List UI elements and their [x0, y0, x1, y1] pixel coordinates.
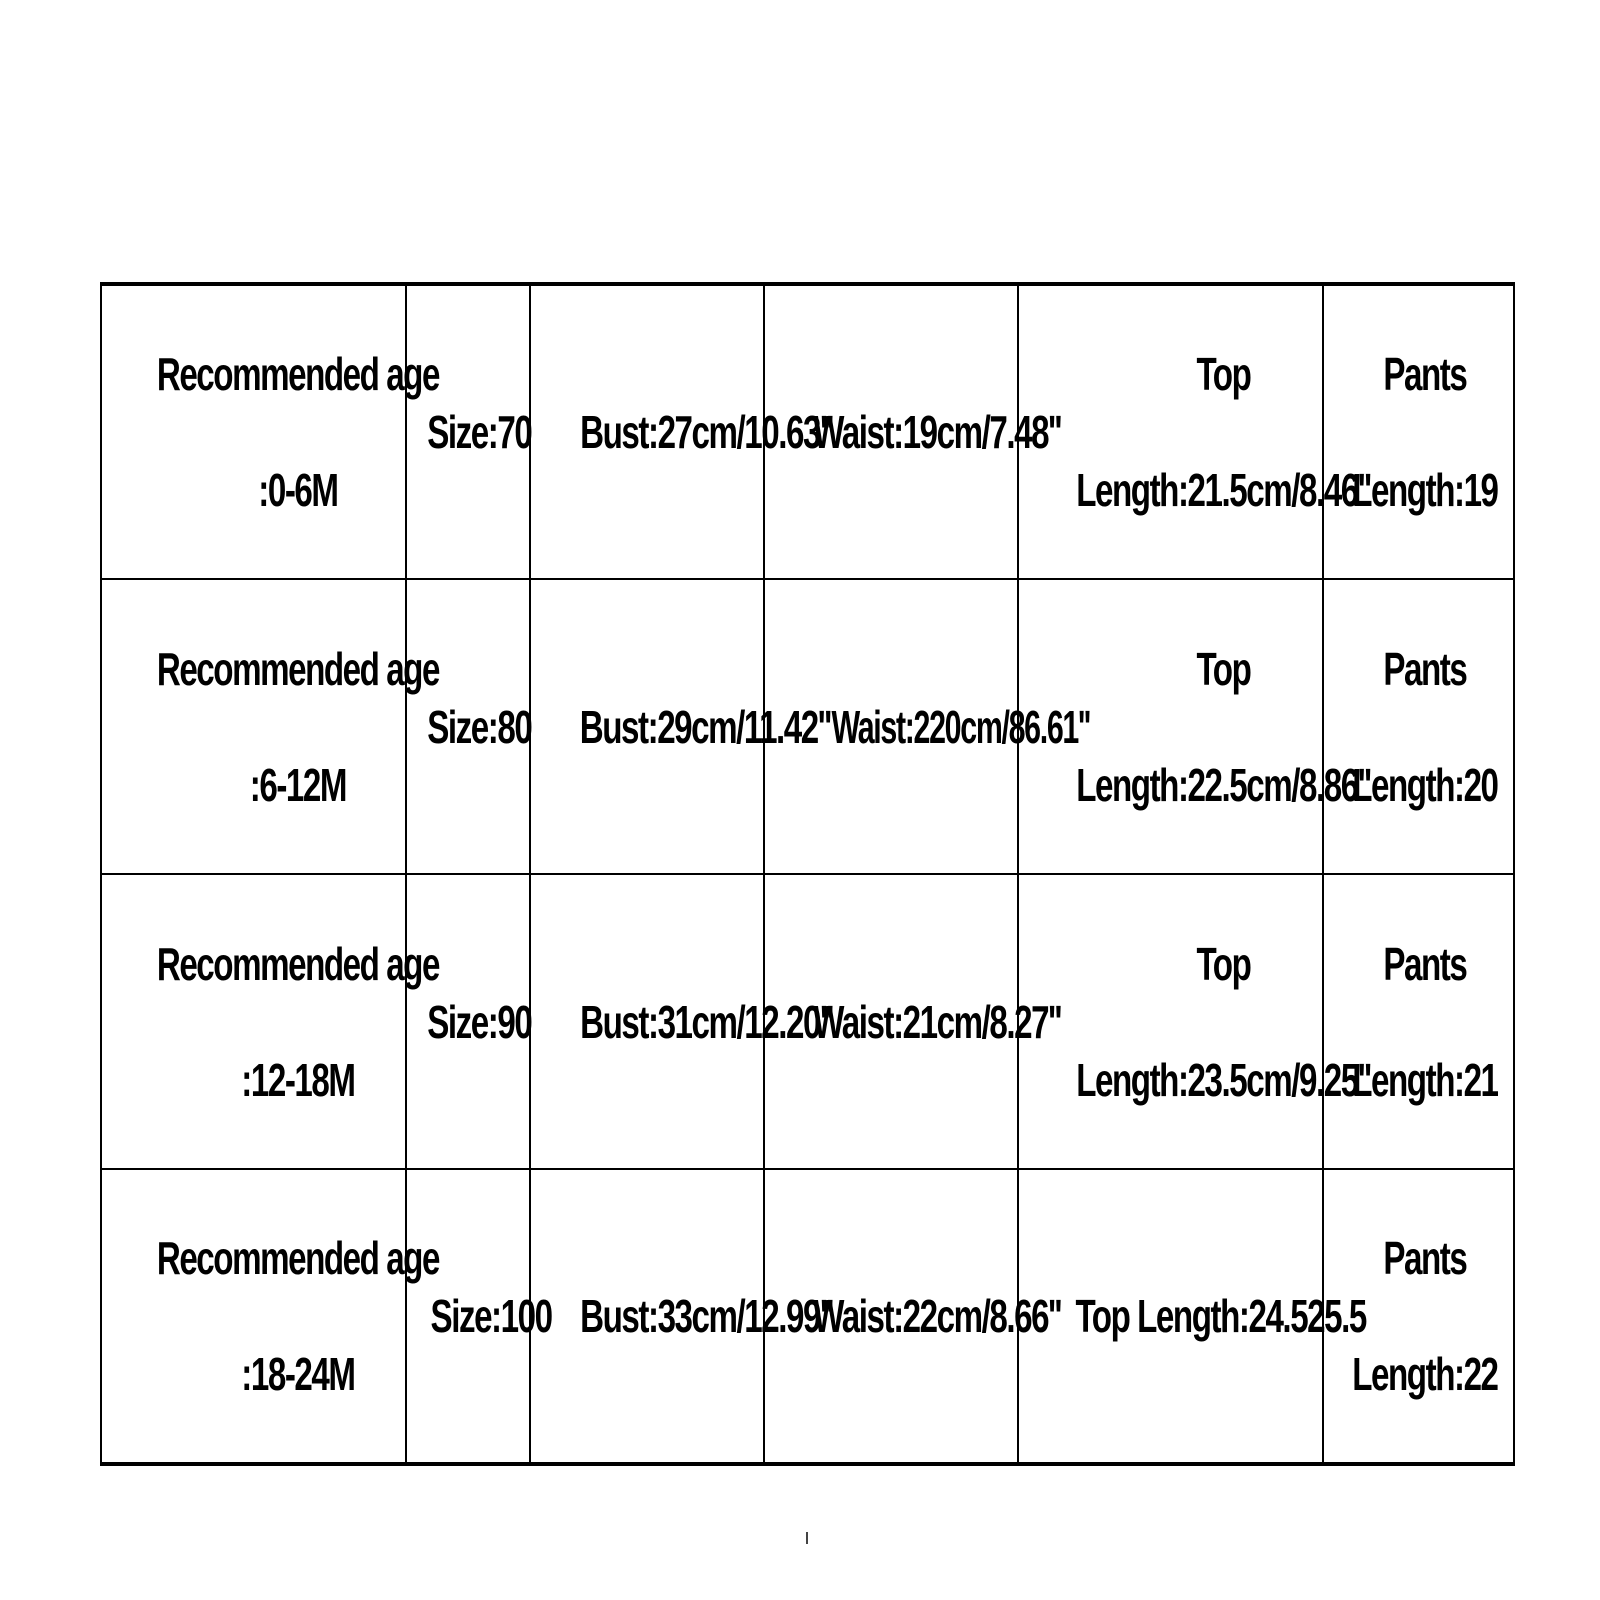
size-cell: Size:70: [406, 284, 530, 579]
size-cell: Size:80: [406, 579, 530, 874]
pants-length-cell: Pants Length:20: [1323, 579, 1514, 874]
bust-cell: Bust:29cm/11.42'': [530, 579, 764, 874]
size-cell: Size:90: [406, 874, 530, 1169]
age-cell: Recommended age :6-12M: [101, 579, 406, 874]
top-length-cell: Top Length:24.525.5: [1018, 1169, 1323, 1464]
age-cell: Recommended age :18-24M: [101, 1169, 406, 1464]
age-cell: Recommended age :0-6M: [101, 284, 406, 579]
bust-cell: Bust:27cm/10.63'': [530, 284, 764, 579]
bust-cell: Bust:31cm/12.20'': [530, 874, 764, 1169]
size-chart-table: [100, 282, 1515, 1466]
waist-cell: Waist:21cm/8.27'': [764, 874, 1018, 1169]
waist-cell: Waist:220cm/86.61'': [764, 579, 1018, 874]
pants-length-cell: Pants Length:21: [1323, 874, 1514, 1169]
age-cell: Recommended age :12-18M: [101, 874, 406, 1169]
stray-mark: [806, 1532, 808, 1544]
table-row: [101, 1169, 1514, 1464]
bust-cell: Bust:33cm/12.99'': [530, 1169, 764, 1464]
table-row: [101, 874, 1514, 1169]
top-length-cell: Top Length:21.5cm/8.46'': [1018, 284, 1323, 579]
waist-cell: Waist:22cm/8.66'': [764, 1169, 1018, 1464]
table-row: [101, 284, 1514, 579]
table-row: [101, 579, 1514, 874]
top-length-cell: Top Length:22.5cm/8.86'': [1018, 579, 1323, 874]
top-length-cell: Top Length:23.5cm/9.25'': [1018, 874, 1323, 1169]
size-cell: Size:100: [406, 1169, 530, 1464]
waist-cell: Waist:19cm/7.48'': [764, 284, 1018, 579]
pants-length-cell: Pants Length:22: [1323, 1169, 1514, 1464]
pants-length-cell: Pants Length:19: [1323, 284, 1514, 579]
